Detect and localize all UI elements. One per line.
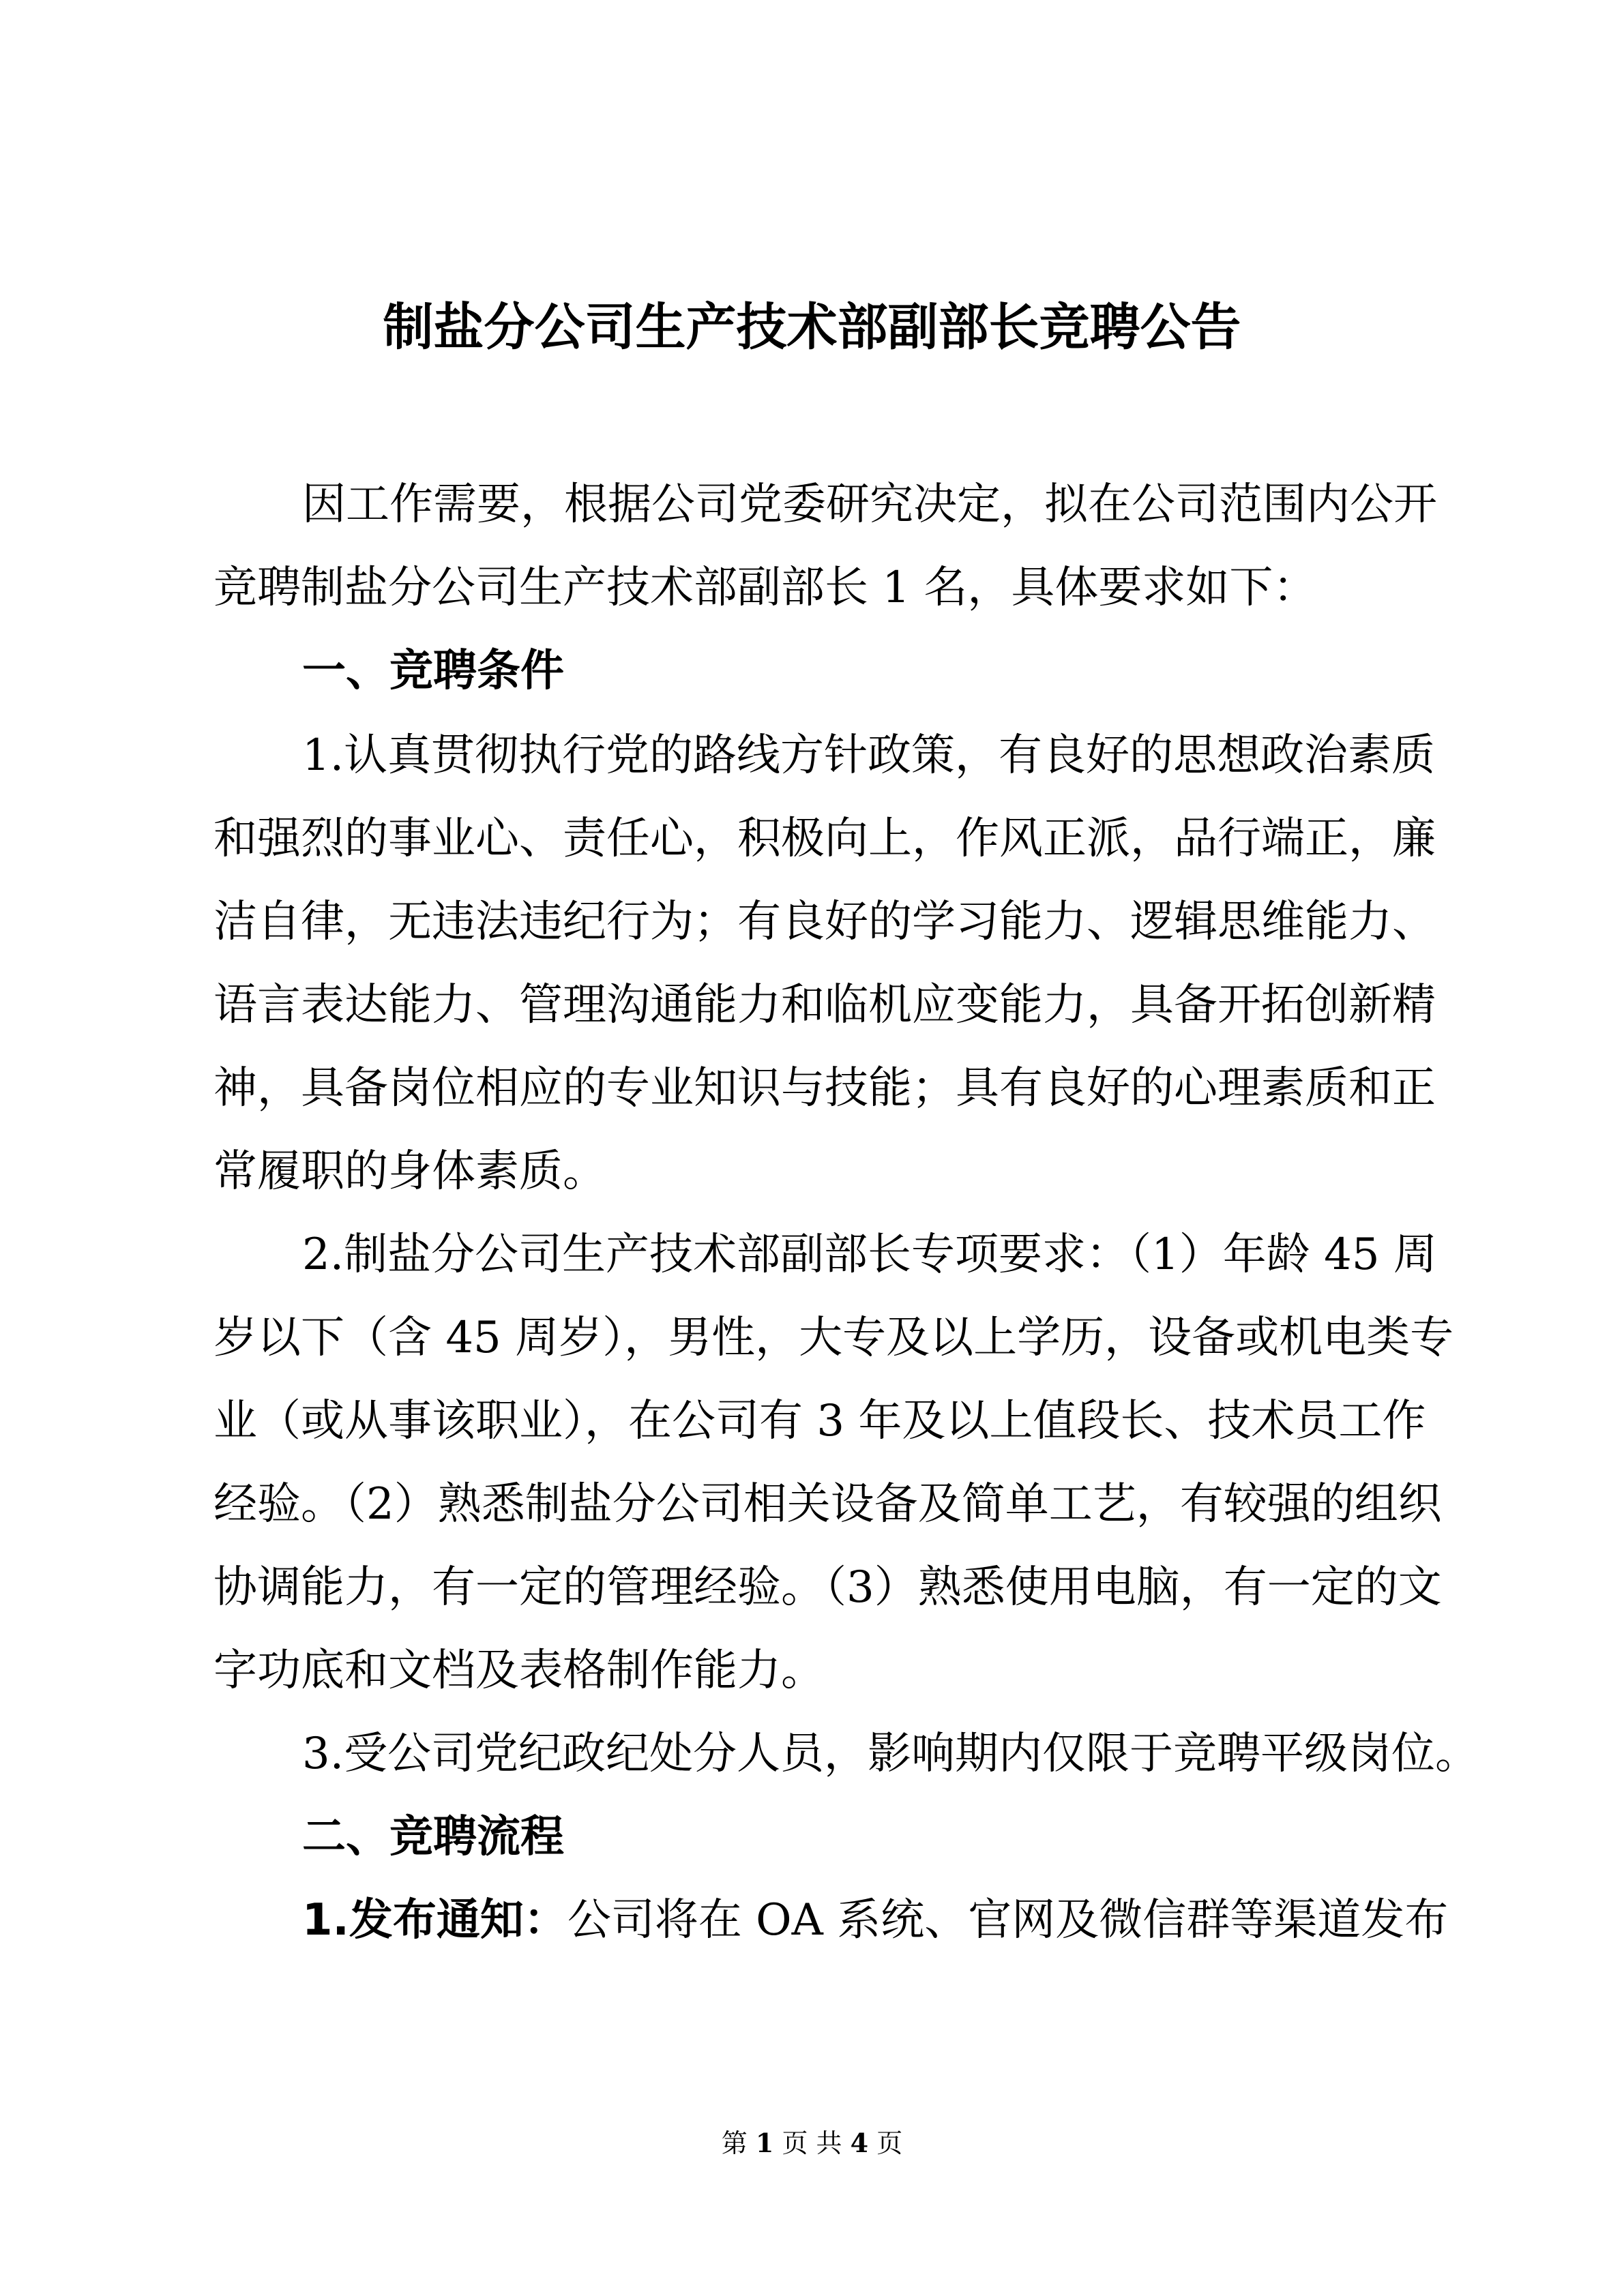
condition-1-line-4: 语言表达能力、管理沟通能力和临机应变能力，具备开拓创新精 <box>213 980 1436 1030</box>
condition-2-line-3: 业（或从事该职业），在公司有 3 年及以上值段长、技术员工作 <box>213 1396 1426 1446</box>
page-footer <box>0 2126 1624 2160</box>
footer-prefix: 第 <box>721 2128 748 2158</box>
condition-2-line-1: 2.制盐分公司生产技术部副部长专项要求：（1）年龄 45 周 <box>302 1229 1437 1280</box>
process-1-lead: 1.发布通知： <box>302 1895 567 1945</box>
condition-3-line-1: 3.受公司党纪政纪处分人员，影响期内仅限于竞聘平级岗位。 <box>302 1729 1479 1779</box>
condition-1-line-2: 和强烈的事业心、责任心，积极向上，作风正派，品行端正，廉 <box>213 814 1436 864</box>
footer-middle: 页 共 <box>782 2128 842 2158</box>
condition-1-line-6: 常履职的身体素质。 <box>213 1146 606 1197</box>
condition-2-line-4: 经验。（2）熟悉制盐分公司相关设备及简单工艺，有较强的组织 <box>213 1479 1442 1530</box>
condition-1-line-5: 神，具备岗位相应的专业知识与技能；具有良好的心理素质和正 <box>213 1063 1436 1114</box>
condition-1-line-1: 1.认真贯彻执行党的路线方针政策，有良好的思想政治素质 <box>302 730 1436 781</box>
footer-suffix: 页 <box>876 2128 903 2158</box>
document-title: 制盐分公司生产技术部副部长竞聘公告 <box>383 298 1241 357</box>
section-heading-conditions: 一、竞聘条件 <box>302 646 564 696</box>
intro-line-1: 因工作需要，根据公司党委研究决定，拟在公司范围内公开 <box>302 479 1437 530</box>
condition-2-line-2: 岁以下（含 45 周岁），男性，大专及以上学历，设备或机电类专 <box>213 1313 1454 1363</box>
footer-total-pages: 4 <box>850 2128 869 2158</box>
condition-2-line-6: 字功底和文档及表格制作能力。 <box>213 1645 825 1696</box>
intro-line-2: 竞聘制盐分公司生产技术部副部长 1 名，具体要求如下： <box>213 563 1317 613</box>
section-heading-process: 二、竞聘流程 <box>302 1812 564 1862</box>
process-1-text: 公司将在 OA 系统、官网及微信群等渠道发布 <box>567 1895 1449 1945</box>
footer-current-page: 1 <box>755 2128 774 2158</box>
process-1-line-1 <box>302 1886 1449 1954</box>
condition-2-line-5: 协调能力，有一定的管理经验。（3）熟悉使用电脑，有一定的文 <box>213 1562 1442 1613</box>
condition-1-line-3: 洁自律，无违法违纪行为；有良好的学习能力、逻辑思维能力、 <box>213 897 1436 947</box>
